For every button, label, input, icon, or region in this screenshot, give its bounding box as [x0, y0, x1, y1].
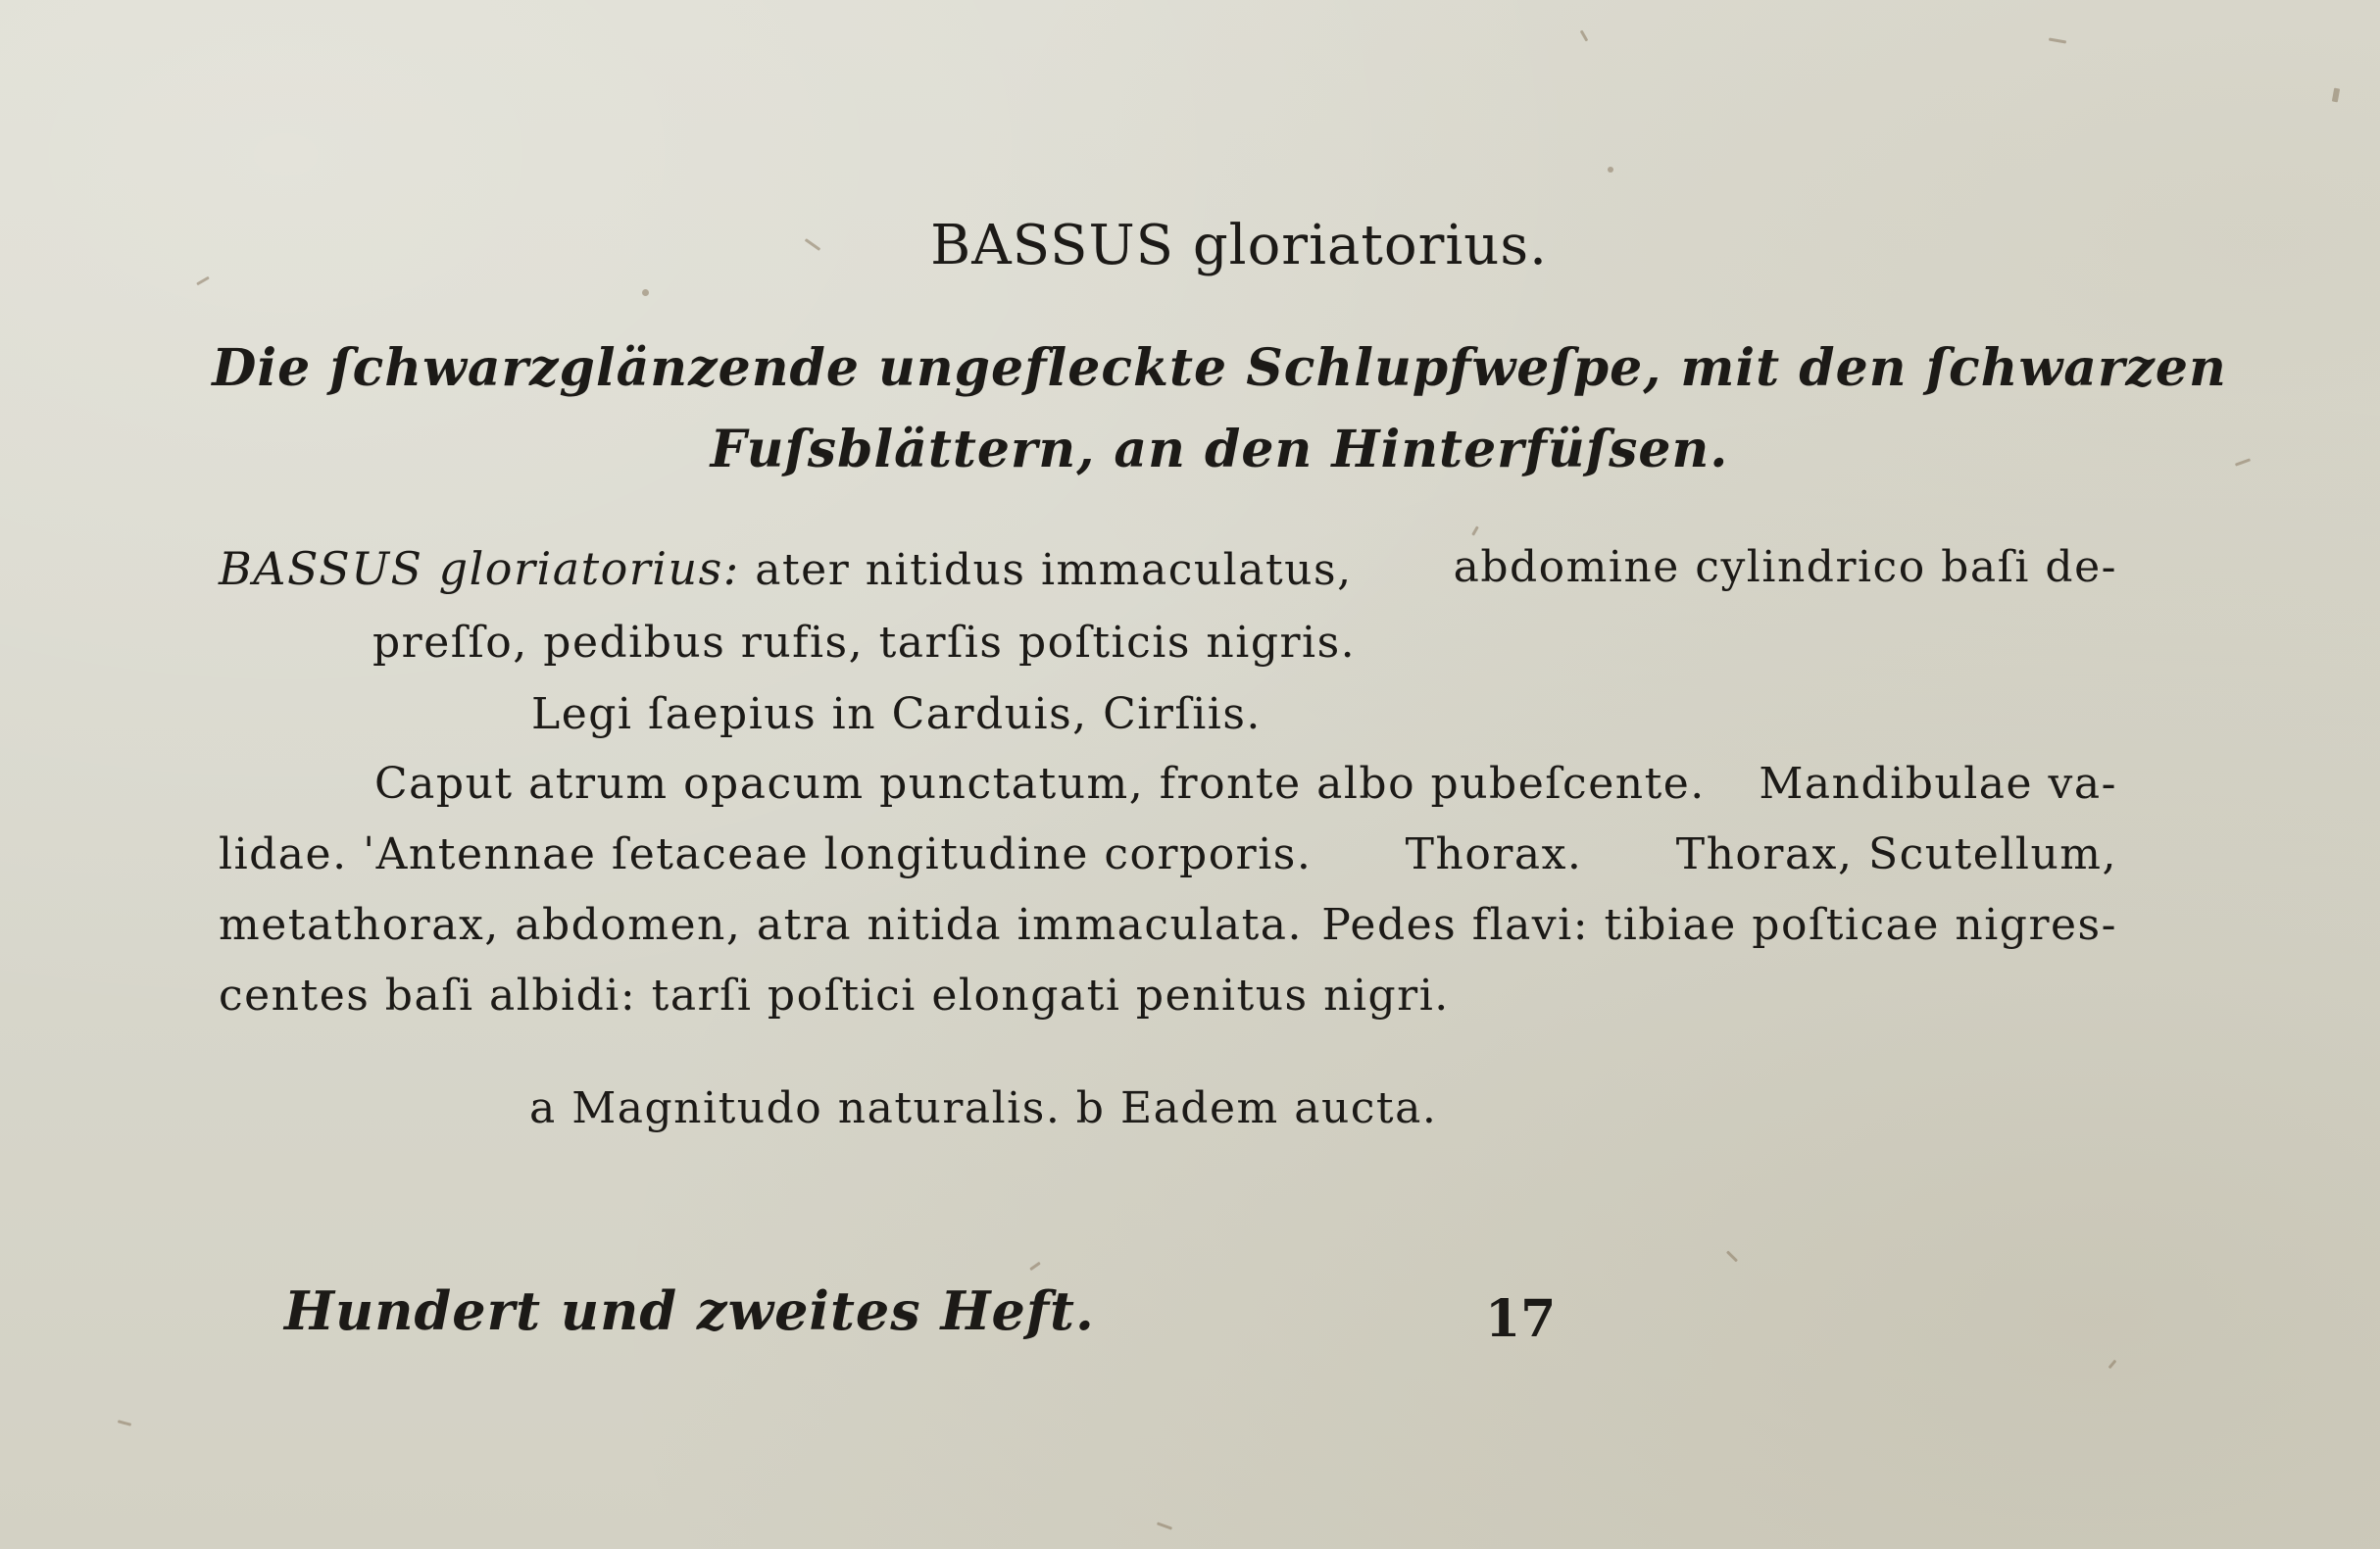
habitat-text: Legi ſaepius in Carduis, Cirſiis.: [531, 689, 1262, 739]
description-text: Thorax, Scutellum,: [1675, 829, 2117, 879]
description-text: metathorax, abdomen, atra nitida immaculata.: [219, 900, 1304, 950]
description-text: Pedes flavi: tibiae poſticae nigres-: [1321, 900, 2117, 950]
paper-fleck: [1608, 167, 1613, 173]
signature-line: Hundert und zweites Heft.: [284, 1279, 1095, 1342]
paper-fleck: [196, 276, 210, 286]
subtitle-line-2: Fuſsblättern, an den Hinterfüſsen.: [710, 420, 1729, 479]
paper-fleck: [2108, 1360, 2117, 1370]
paper-fleck: [642, 289, 649, 296]
description-line-2: [219, 829, 2117, 879]
paper-fleck: [2332, 88, 2340, 103]
diagnosis-text-right: abdomine cylindrico baſi de-: [1453, 542, 2117, 592]
paper-fleck: [1471, 525, 1479, 535]
description-text: lidae. ˈAntennae ſetaceae longitudine corporis.: [219, 829, 1313, 879]
diagnosis-line-2: preſſo, pedibus rufis, tarſis poſticis nigris.: [372, 618, 1357, 668]
paper-fleck: [1726, 1250, 1738, 1262]
description-line-1: [374, 759, 2117, 809]
diagnosis-name: BASSUS gloriatorius:: [219, 542, 740, 595]
subtitle-line-1: Die ſchwarzglänzende ungefleckte Schlupfweſpe, mit den ſchwarzen: [212, 338, 2227, 398]
paper-fleck: [118, 1420, 131, 1426]
page-title: [0, 214, 2380, 277]
description-text: Caput atrum opacum punctatum, fronte albo pubeſcente.: [374, 759, 1706, 809]
description-text: Mandibulae va-: [1759, 759, 2117, 809]
paper-fleck: [1029, 1262, 1041, 1271]
paper-fleck: [1157, 1522, 1172, 1529]
description-line-3: [219, 900, 2117, 950]
species-name: gloriatorius.: [1192, 214, 1548, 277]
genus-name: BASSUS: [930, 214, 1175, 277]
page-number: 17: [1485, 1289, 1557, 1349]
description-text: Thorax.: [1405, 829, 1583, 879]
diagnosis-text: ater nitidus immaculatus,: [755, 545, 1353, 595]
figure-legend: a Magnitudo naturalis. b Eadem aucta.: [529, 1083, 1438, 1133]
description-line-4: centes baſi albidi: tarſi poſtici elongati penitus nigri.: [219, 971, 1450, 1021]
paper-fleck: [1580, 30, 1589, 42]
diagnosis-line-1: [219, 542, 2117, 595]
paper-fleck: [2049, 37, 2066, 43]
